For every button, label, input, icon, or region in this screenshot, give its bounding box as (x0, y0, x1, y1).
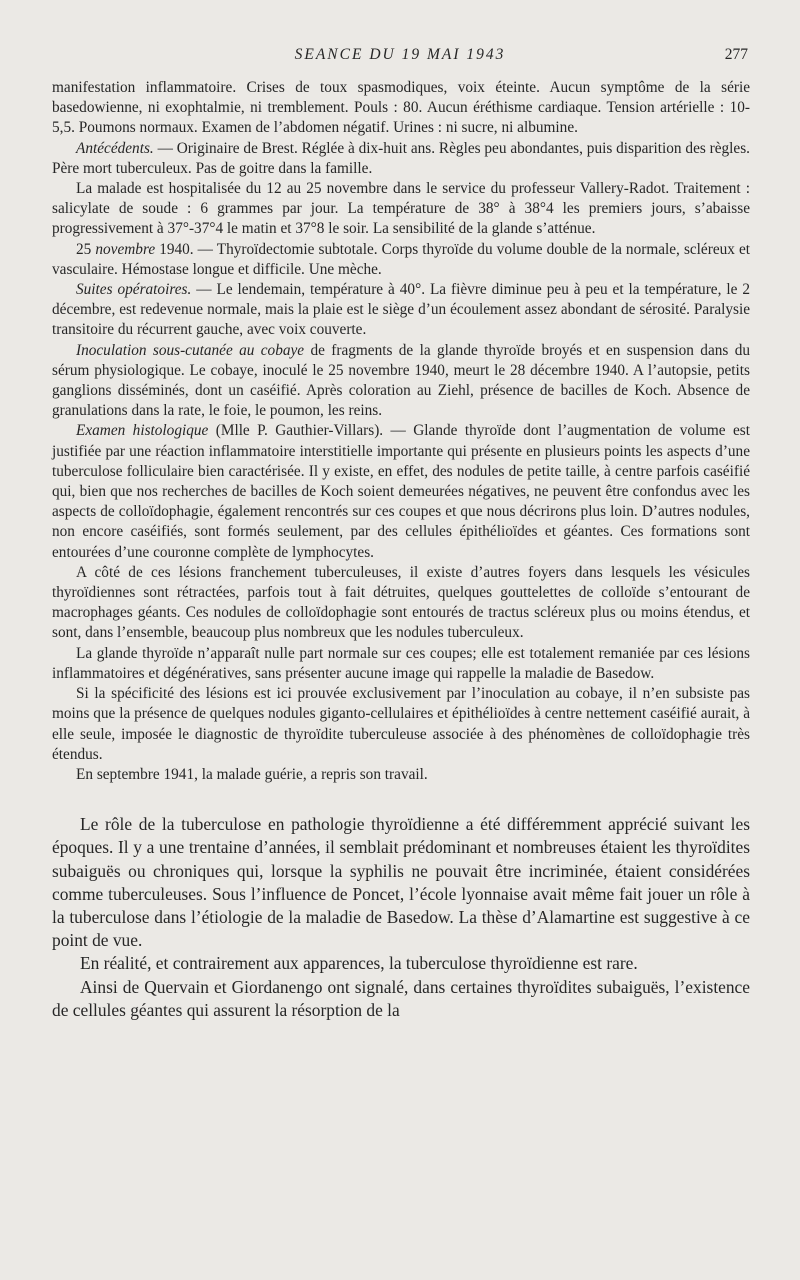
paragraph: Antécédents. — Originaire de Brest. Réglée à dix-huit ans. Règles peu abondantes, puis disparition des règles. Père mort tuberculeux. Pas de goitre dans la famille. (52, 139, 750, 177)
paragraph: La malade est hospitalisée du 12 au 25 novembre dans le service du professeur Vallery-Radot. Traitement : salicylate de soude : 6 grammes par jour. La température de 38° à 38°4 les premiers jours, s’abaisse progressivement à 37°-37°4 le matin et 37°8 le soir. La sensibilité de la glande s’atténue. (52, 180, 750, 238)
paragraph-lead: Suites opératoires. (76, 281, 192, 299)
paragraph: En réalité, et contrairement aux apparences, la tuberculose thyroïdienne est rare. (80, 953, 638, 974)
paragraph: manifestation inflammatoire. Crises de toux spasmodiques, voix éteinte. Aucun symptôme de la série basedowienne, ni exophtalmie, ni tremblement. Pouls : 80. Aucun éréthisme cardiaque. Tension artérielle : 10-5,5. Poumons normaux. Examen de l’abdomen négatif. Urines : ni sucre, ni albumine. (52, 79, 750, 137)
paragraph-lead: Antécédents. (76, 139, 154, 157)
paragraph: Inoculation sous-cutanée au cobaye de fragments de la glande thyroïde broyés et en suspension dans du sérum physiologique. Le cobaye, inoculé le 25 novembre 1940, meurt le 28 décembre 1940. A l’autopsie, petits ganglions disséminés, dont un caséifié. Après coloration au Ziehl, présence de bacilles de Koch. Absence de granulations dans la rate, le foie, le poumon, les reins. (52, 341, 751, 420)
running-header (50, 46, 750, 68)
paragraph-lead: Inoculation sous-cutanée au cobaye (76, 341, 305, 359)
header-title: SEANCE DU 19 MAI 1943 (294, 46, 506, 63)
paragraph: Examen histologique (Mlle P. Gauthier-Villars). — Glande thyroïde dont l’augmentation de volume est justifiée par une réaction inflammatoire interstitielle importante qui présente en plusieurs points les aspects d’une tuberculose folliculaire bien caractérisée. Il y existe, en effet, des nodules de petite taille, à centre parfois caséifié qui, bien que nos recherches de bacilles de Koch soient demeurées négatives, ne peuvent être confondus avec les aspects de colloïdophagie, également rencontrés sur ces coupes et que nous décrirons plus loin. D’autres nodules, non encore caséifiés, sont formés seulement, par des cellules épithélioïdes et géantes. Ces formations sont entourées d’une couronne complète de lymphocytes. (52, 422, 750, 561)
paragraph: 25 novembre 1940. — Thyroïdectomie subtotale. Corps thyroïde du volume double de la normale, scléreux et vasculaire. Hémostase longue et difficile. Une mèche. (52, 240, 751, 278)
page-number: 277 (724, 46, 748, 63)
article-body (52, 78, 750, 1022)
paragraph: Si la spécificité des lésions est ici prouvée exclusivement par l’inoculation au cobaye, il n’en subsiste pas moins que la présence de quelques nodules giganto-cellulaires et épithélioïdes à centre nettement caséifié aurait, à elle seule, imposée le diagnostic de thyroïdite tuberculeuse associée à des phénomènes de colloïdophagie très étendus. (52, 685, 750, 763)
paragraph: En septembre 1941, la malade guérie, a repris son travail. (76, 765, 428, 783)
paragraph-lead: Examen histologique (76, 422, 209, 440)
paragraph: A côté de ces lésions franchement tuberculeuses, il existe d’autres foyers dans lesquels les vésicules thyroïdiennes sont rétractées, parfois tout à fait détruites, quelques gouttelettes de colloïde s’entourant de macrophages géants. Ces nodules de colloïdophagie sont entourés de tractus scléreux plus ou moins étendus, et sont, dans l’ensemble, beaucoup plus nombreux que les nodules tuberculeux. (52, 563, 750, 642)
case-report (52, 78, 750, 785)
paragraph: Le rôle de la tuberculose en pathologie thyroïdienne a été différemment apprécié suivant les époques. Il y a une trentaine d’années, il semblait prédominant et nombreuses étaient les thyroïdites subaiguës ou chroniques qui, lorsque la syphilis ne pouvait être incriminée, étaient considérées comme tuberculeuses. Sous l’influence de Poncet, l’école lyonnaise avait même fait jouer un rôle à la tuberculose dans l’étiologie de la maladie de Basedow. La thèse d’Alamartine est suggestive à ce point de vue. (52, 814, 750, 951)
paragraph-lead: novembre (95, 240, 156, 258)
paragraph: Suites opératoires. — Le lendemain, température à 40°. La fièvre diminue peu à peu et la température, le 2 décembre, est redevenue normale, mais la plaie est le siège d’un écoulement assez abondant de sérosité. Paralysie transitoire du récurrent gauche, avec voix couverte. (52, 281, 750, 339)
paragraph: La glande thyroïde n’apparaît nulle part normale sur ces coupes; elle est totalement remaniée par ces lésions inflammatoires et dégénératives, sans présenter aucune image qui rappelle la maladie de Basedow. (52, 644, 750, 682)
discussion (52, 813, 750, 1022)
paragraph: Ainsi de Quervain et Giordanengo ont signalé, dans certaines thyroïdites subaiguës, l’existence de cellules géantes qui assurent la résorption de la (52, 976, 750, 1020)
